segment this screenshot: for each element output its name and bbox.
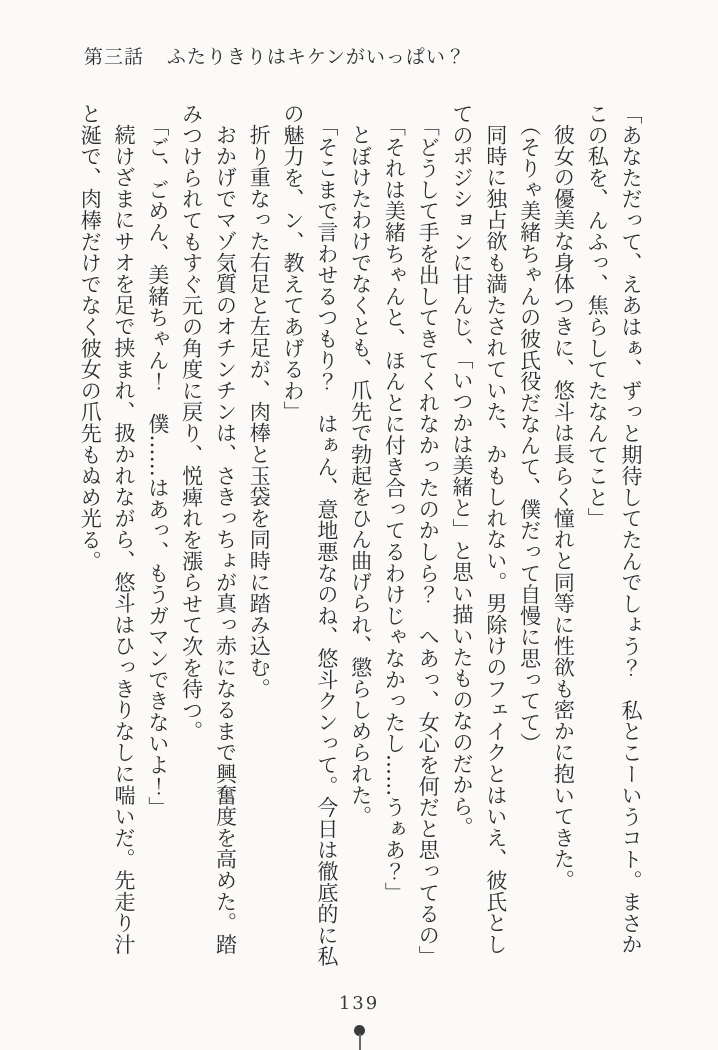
body-text: [71, 103, 647, 985]
page-number: 139: [338, 993, 380, 1014]
text-line: と涎で、肉棒だけでなく彼女の爪先もぬめ光る。: [78, 103, 103, 572]
text-line: 「どうして手を出してきてくれなかったのかしら？ へあっ、女心を何だと思ってるの」: [416, 114, 441, 967]
text-line: 続けざまにサオを足で挟まれ、扱かれながら、悠斗はひっきりなしに喘いだ。先走り汁: [112, 124, 137, 955]
text-line: てのポジションに甘んじ、「いつかは美緒と」と思い描いたものなのだから。: [450, 103, 475, 838]
chapter-header: [84, 42, 466, 69]
binding-line-ornament: [359, 1034, 361, 1050]
text-line: 「ご、ごめん、美緒ちゃん！ 僕……はあっ、もうガマンできないよ！」: [145, 114, 170, 818]
text-line: おかげでマゾ気質のオチンチンは、さきっちょが真っ赤になるまで興奮度を高めた。踏: [213, 124, 238, 955]
text-line: この私を、んふっ、焦らしてたなんてこと」: [585, 103, 610, 529]
chapter-number: 第三話: [84, 46, 145, 68]
text-line: 同時に独占欲も満たされていた、かもしれない。男除けのフェイクとはいえ、彼氏とし: [483, 124, 508, 955]
text-line: 「そこまで言わせるつもり？ はぁん、意地悪なのね、悠斗クンって。今日は徹底的に私: [314, 114, 339, 967]
text-line: （そりゃ美緒ちゃんの彼氏役だなんて、僕だって自慢に思ってて）: [517, 114, 542, 754]
text-line: 「それは美緒ちゃんと、ほんとに付き合ってるわけじゃなかったし……うぁあ？」: [382, 114, 407, 903]
text-line: みつけられてもすぐ元の角度に戻り、悦痺れを漲らせて次を待つ。: [179, 103, 204, 742]
text-line: とぼけたわけでなくとも、爪先で勃起をひん曲げられ、懲らしめられた。: [348, 124, 373, 827]
chapter-title: ふたりきりはキケンがいっぱい？: [166, 46, 466, 68]
text-line: 折り重なった右足と左足が、肉棒と玉袋を同時に踏み込む。: [247, 124, 272, 700]
text-line: の魅力を、ン、教えてあげるわ」: [281, 103, 306, 423]
text-line: 「あなただって、えあはぁ、ずっと期待してたんでしょう？ 私とこーいうコト。まさか: [619, 103, 643, 955]
text-line: 彼女の優美な身体つきに、悠斗は長らく憧れと同等に性欲も密かに抱いてきた。: [551, 124, 576, 891]
